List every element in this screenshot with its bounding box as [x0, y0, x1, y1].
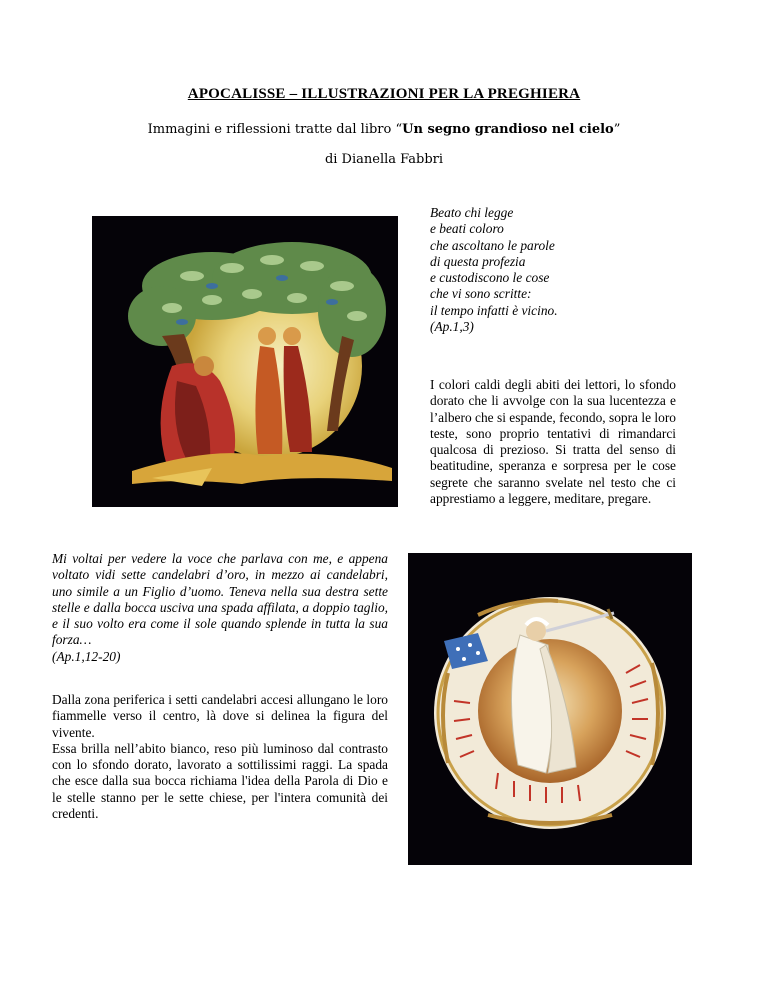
verse-quote-1 — [430, 205, 610, 335]
author-line: di Dianella Fabbri — [324, 152, 444, 167]
verse-line: Beato chi legge — [430, 205, 514, 220]
verse-line: di questa profezia — [430, 253, 526, 269]
reflection-paragraph-1: I colori caldi degli abiti dei lettori, lo sfondo dorato che li avvolge con la sua lucentezza e l’albero che si espande, fecondo, sopra le loro teste, sono proprio tentativi di rimandarci qualcosa di prezioso. Si tratta del senso di beatitudine, speranza e sorpresa per le cose segrete che saranno svelate nel testo che ci apprestiamo a leggere, meditare, pregare. — [430, 377, 676, 507]
verse-text: Mi voltai per vedere la voce che parlava con me, e appena voltato vidi sette candelabri d’oro, in mezzo ai candelabri, uno simile a un Figlio d’uomo. Teneva nella sua destra sette stelle e dalla bocca usciva una spada affilata, a doppio taglio, e il suo volto era come il sole quando splende in tutta la sua forza… — [52, 551, 388, 648]
verse-quote-2 — [52, 551, 388, 665]
book-title: Un segno grandioso nel cielo — [402, 122, 614, 137]
illustration-readers-tree — [92, 216, 398, 507]
reflection-text: Dalla zona periferica i setti candelabri accesi allungano le loro fiammelle verso il centro, là dove si delinea la figura del vivente. — [52, 692, 388, 740]
verse-line: il tempo infatti è vicino. — [430, 302, 558, 318]
verse-line: che ascoltano le parole — [430, 237, 555, 253]
subtitle — [0, 122, 768, 137]
subtitle-suffix: ” — [613, 122, 621, 137]
illustration-son-of-man-candlesticks — [408, 553, 692, 865]
subtitle-prefix: Immagini e riflessioni tratte dal libro “ — [147, 122, 403, 137]
verse-reference: (Ap.1,3) — [430, 319, 474, 335]
verse-line: e beati coloro — [430, 221, 504, 237]
verse-line: che vi sono scritte: — [430, 286, 532, 302]
reflection-paragraph-2 — [52, 692, 388, 822]
verse-line: e custodiscono le cose — [430, 270, 550, 286]
reflection-text: Essa brilla nell’abito bianco, reso più luminoso dal contrasto con lo sfondo dorato, lavorato a sottilissimi raggi. La spada che esce dalla sua bocca richiama l'idea della Parola di Dio e le stelle stanno per le sette chiese, per l'intera comunità dei credenti. — [52, 740, 388, 822]
verse-reference: (Ap.1,12-20) — [52, 648, 121, 664]
page-title: APOCALISSE – ILLUSTRAZIONI PER LA PREGHIERA — [187, 86, 581, 102]
